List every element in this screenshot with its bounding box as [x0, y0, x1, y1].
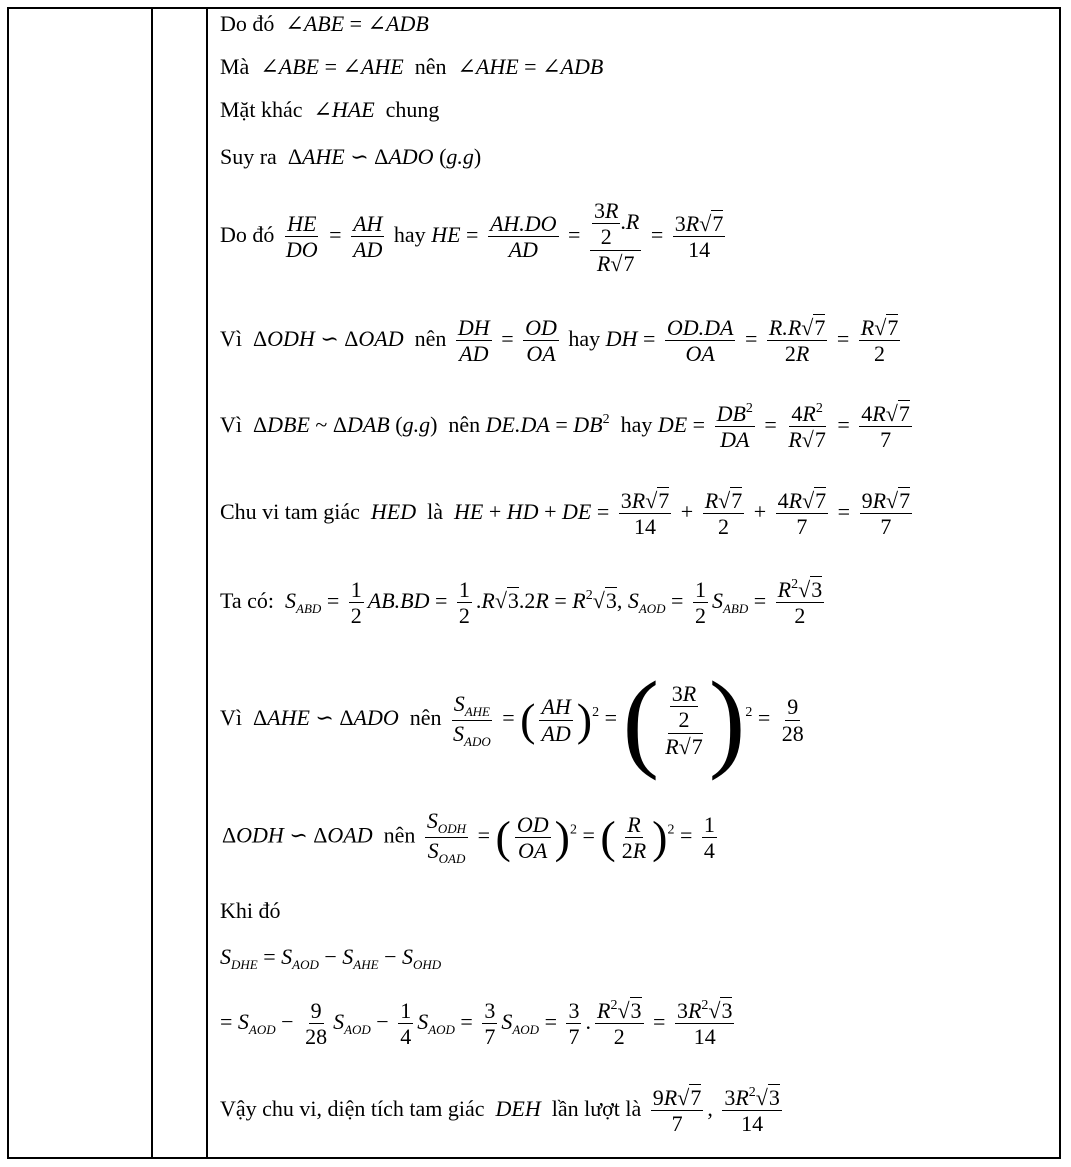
line-11: ΔODH ∽ ΔOAD nên $\frac{S_{ODH}}{S_{OAD}}$ = ( $\frac{OD}{OA}$ )$^2$ = ( $\frac{R}{2R}$ )$^2$ = $\frac{1}{4}$	[222, 808, 715, 866]
line-3: Mặt khác ∠HAE chung	[220, 97, 440, 122]
line-8: Chu vi tam giác HED là HE + HD + DE = $\frac{3R√7}{14}$ + $\frac{R√7}{2}$ + $\frac{4R√7}{7}$ = $\frac{9R√7}{7}$	[220, 488, 911, 540]
line-4: Suy ra ΔAHE ∽ ΔADO (g.g)	[220, 144, 482, 169]
line-15: Vậy chu vi, diện tích tam giác DEH lần lượt là $\frac{9R√7}{7}$ , $\frac{3R^2√3}{14}$	[220, 1085, 780, 1137]
line-9: Ta có: $S_{ABD}$ = $\frac{1}{2}$ AB.BD = $\frac{1}{2}$ $.R√3.2R = R^2√3$, $S_{AOD}$ = $\frac{1}{2}$ $S_{ABD}$ = $\frac{R^2√3}{2}$	[220, 577, 823, 629]
line-13: $S_{DHE} = S_{AOD} - S_{AHE} - S_{OHD}$	[220, 944, 442, 972]
line-2: Mà ∠ABE = ∠AHE nên ∠AHE = ∠ADB	[220, 54, 604, 79]
line-10: Vì ΔAHE ∽ ΔADO nên $\frac{S_{AHE}}{S_{ADO}}$ = ( $\frac{AH}{AD}$ )$^2$ = ( $\frac{\frac{3R}{2}}{R√7}$ )$^2$ = $\frac{9}{28}$	[220, 659, 804, 781]
line-6: Vì ΔODH ∽ ΔOAD nên $\frac{DH}{AD}$ = $\frac{OD}{OA}$ hay DH = $\frac{OD.DA}{OA}$ = $\frac{R.R√7}{2R}$ = $\frac{R√7}{2}$	[220, 315, 899, 367]
column-divider-1	[151, 7, 153, 1159]
line-5: Do đó $\frac{HE}{DO}$ = $\frac{AH}{AD}$ hay HE = $\frac{AH.DO}{AD}$ = $\frac{3R}{2}$ .R R√7 = $\frac{3R√7}{14}$	[220, 198, 724, 276]
line-12: Khi đó	[220, 898, 281, 923]
column-divider-2	[206, 7, 208, 1159]
line-1: Do đó ∠ABE = ∠ADB	[220, 11, 429, 36]
line-14: = $S_{AOD}$ − $\frac{9}{28}$ $S_{AOD}$ − $\frac{1}{4}$ $S_{AOD}$ = $\frac{3}{7}$ $S_{AOD}$ = $\frac{3}{7}$ . $\frac{R^2√3}{2}$ = $\frac{3R^2√3}{14}$	[220, 998, 733, 1050]
line-7: Vì ΔDBE ~ ΔDAB (g.g) nên $DE.DA = DB^2$ hay DE = $\frac{DB^2}{DA}$ = $\frac{4R^2}{R√7}$ = $\frac{4R√7}{7}$	[220, 401, 910, 453]
